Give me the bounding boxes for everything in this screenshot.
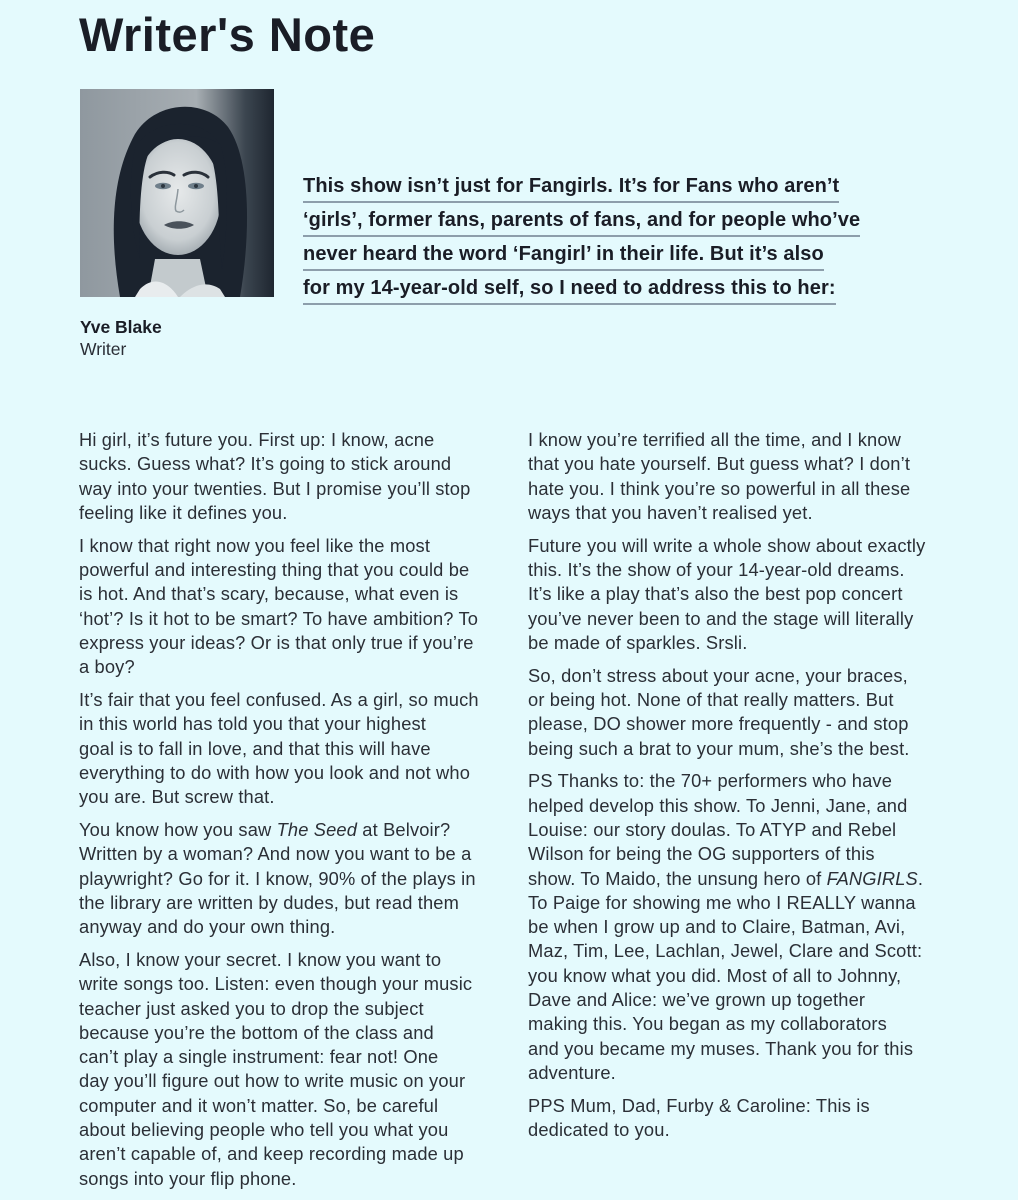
paragraph-songs [79, 948, 509, 1191]
text-line: about believing people who tell you what you [79, 1119, 449, 1141]
text-line: ways that you haven’t realised yet. [528, 501, 813, 523]
intro-line: never heard the word ‘Fangirl’ in their life. But it’s also [303, 240, 824, 271]
text-line: goal is to fall in love, and that this will have [79, 737, 431, 759]
paragraph-future-show [528, 534, 958, 655]
page-title: Writer's Note [79, 8, 376, 61]
text-line: sucks. Guess what? It’s going to stick around [79, 453, 452, 475]
text-line: aren’t capable of, and keep recording made up [79, 1143, 464, 1165]
text-line: in this world has told you that your highest [79, 713, 427, 735]
text-fragment: show. To Maido, the unsung hero of [528, 867, 827, 889]
text-line: It’s like a play that’s also the best pop concert [528, 583, 903, 605]
text-line: is hot. And that’s scary, because, what even is [79, 583, 459, 605]
text-line: you are. But screw that. [79, 786, 275, 808]
paragraph-hot [79, 534, 509, 680]
text-line: or being hot. None of that really matters. But [528, 688, 894, 710]
text-line: Maz, Tim, Lee, Lachlan, Jewel, Clare and Scott: [528, 940, 923, 962]
text-line: feeling like it defines you. [79, 501, 288, 523]
text-fragment: . [917, 867, 924, 889]
text-line: please, DO shower more frequently - and stop [528, 713, 909, 735]
text-line: I know you’re terrified all the time, and I know [528, 429, 901, 450]
text-line: playwright? Go for it. I know, 90% of the plays in [79, 867, 476, 889]
text-line: a boy? [79, 656, 135, 678]
text-line: Future you will write a whole show about exactly [528, 534, 926, 556]
text-line: Written by a woman? And now you want to be a [79, 843, 472, 865]
text-line: dedicated to you. [528, 1119, 670, 1141]
text-line: express your ideas? Or is that only true if you’re [79, 631, 474, 653]
text-line: PS Thanks to: the 70+ performers who have [528, 770, 893, 792]
text-line: the library are written by dudes, but read them [79, 891, 459, 913]
text-line [79, 818, 509, 842]
text-line: teacher just asked you to drop the subject [79, 997, 424, 1019]
text-fragment: You know how you saw [79, 818, 277, 840]
paragraph-dedication [528, 1094, 958, 1143]
text-line: Also, I know your secret. I know you want to [79, 948, 442, 970]
author-name: Yve Blake [80, 317, 162, 337]
body-column-left [79, 428, 509, 1199]
text-line: everything to do with how you look and not who [79, 761, 471, 783]
body-column-right [528, 428, 958, 1151]
text-line: helped develop this show. To Jenni, Jane, and [528, 794, 908, 816]
text-line: So, don’t stress about your acne, your braces, [528, 664, 908, 686]
text-line: anyway and do your own thing. [79, 916, 336, 938]
text-line: It’s fair that you feel confused. As a girl, so much [79, 688, 479, 710]
paragraph-playwright [79, 818, 509, 939]
paragraph-thanks [528, 769, 958, 1085]
text-line: Wilson for being the OG supporters of this [528, 843, 875, 865]
italic-title: The Seed [276, 818, 358, 840]
text-line: that you hate yourself. But guess what? I don’t [528, 453, 911, 475]
text-line: because you’re the bottom of the class and [79, 1021, 434, 1043]
text-line: adventure. [528, 1061, 616, 1083]
text-line: be made of sparkles. Srsli. [528, 631, 748, 653]
italic-title: FANGIRLS [826, 867, 918, 889]
intro-pull-quote [303, 172, 953, 308]
text-fragment: at Belvoir? [357, 818, 451, 840]
text-line: hate you. I think you’re so powerful in all these [528, 477, 911, 499]
intro-line: This show isn’t just for Fangirls. It’s for Fans who aren’t [303, 172, 839, 203]
text-line: you know what you did. Most of all to Johnny, [528, 964, 902, 986]
paragraph-terrified [528, 428, 958, 525]
paragraph-dont-stress [528, 664, 958, 761]
text-line: write songs too. Listen: even though your music [79, 973, 473, 995]
intro-line: ‘girls’, former fans, parents of fans, and for people who’ve [303, 206, 860, 237]
text-line: To Paige for showing me who I REALLY wanna [528, 891, 916, 913]
author-portrait-image [80, 89, 274, 297]
text-line: I know that right now you feel like the most [79, 534, 431, 556]
text-line: can’t play a single instrument: fear not! One [79, 1046, 439, 1068]
intro-line: for my 14-year-old self, so I need to address this to her: [303, 274, 836, 305]
text-line: ‘hot’? Is it hot to be smart? To have ambition? To [79, 607, 479, 629]
text-line: this. It’s the show of your 14-year-old dreams. [528, 558, 905, 580]
text-line: powerful and interesting thing that you could be [79, 558, 470, 580]
text-line: way into your twenties. But I promise you’ll stop [79, 477, 471, 499]
text-line: Hi girl, it’s future you. First up: I know, acne [79, 429, 435, 450]
paragraph-confused [79, 688, 509, 809]
paragraph-acne [79, 428, 509, 525]
text-line: PPS Mum, Dad, Furby & Caroline: This is [528, 1094, 870, 1116]
text-line: computer and it won’t matter. So, be careful [79, 1094, 439, 1116]
author-role: Writer [80, 339, 127, 359]
text-line: songs into your flip phone. [79, 1167, 297, 1189]
text-line: making this. You began as my collaborators [528, 1013, 887, 1035]
text-line: Louise: our story doulas. To ATYP and Rebel [528, 818, 897, 840]
text-line: Dave and Alice: we’ve grown up together [528, 989, 866, 1011]
text-line: you’ve never been to and the stage will literally [528, 607, 914, 629]
text-line: be when I grow up and to Claire, Batman, Avi, [528, 916, 906, 938]
text-line [528, 867, 958, 891]
text-line: and you became my muses. Thank you for this [528, 1037, 914, 1059]
text-line: day you’ll figure out how to write music on your [79, 1070, 466, 1092]
text-line: being such a brat to your mum, she’s the best. [528, 737, 910, 759]
portrait-photo-icon [80, 89, 274, 297]
author-byline [80, 316, 162, 360]
